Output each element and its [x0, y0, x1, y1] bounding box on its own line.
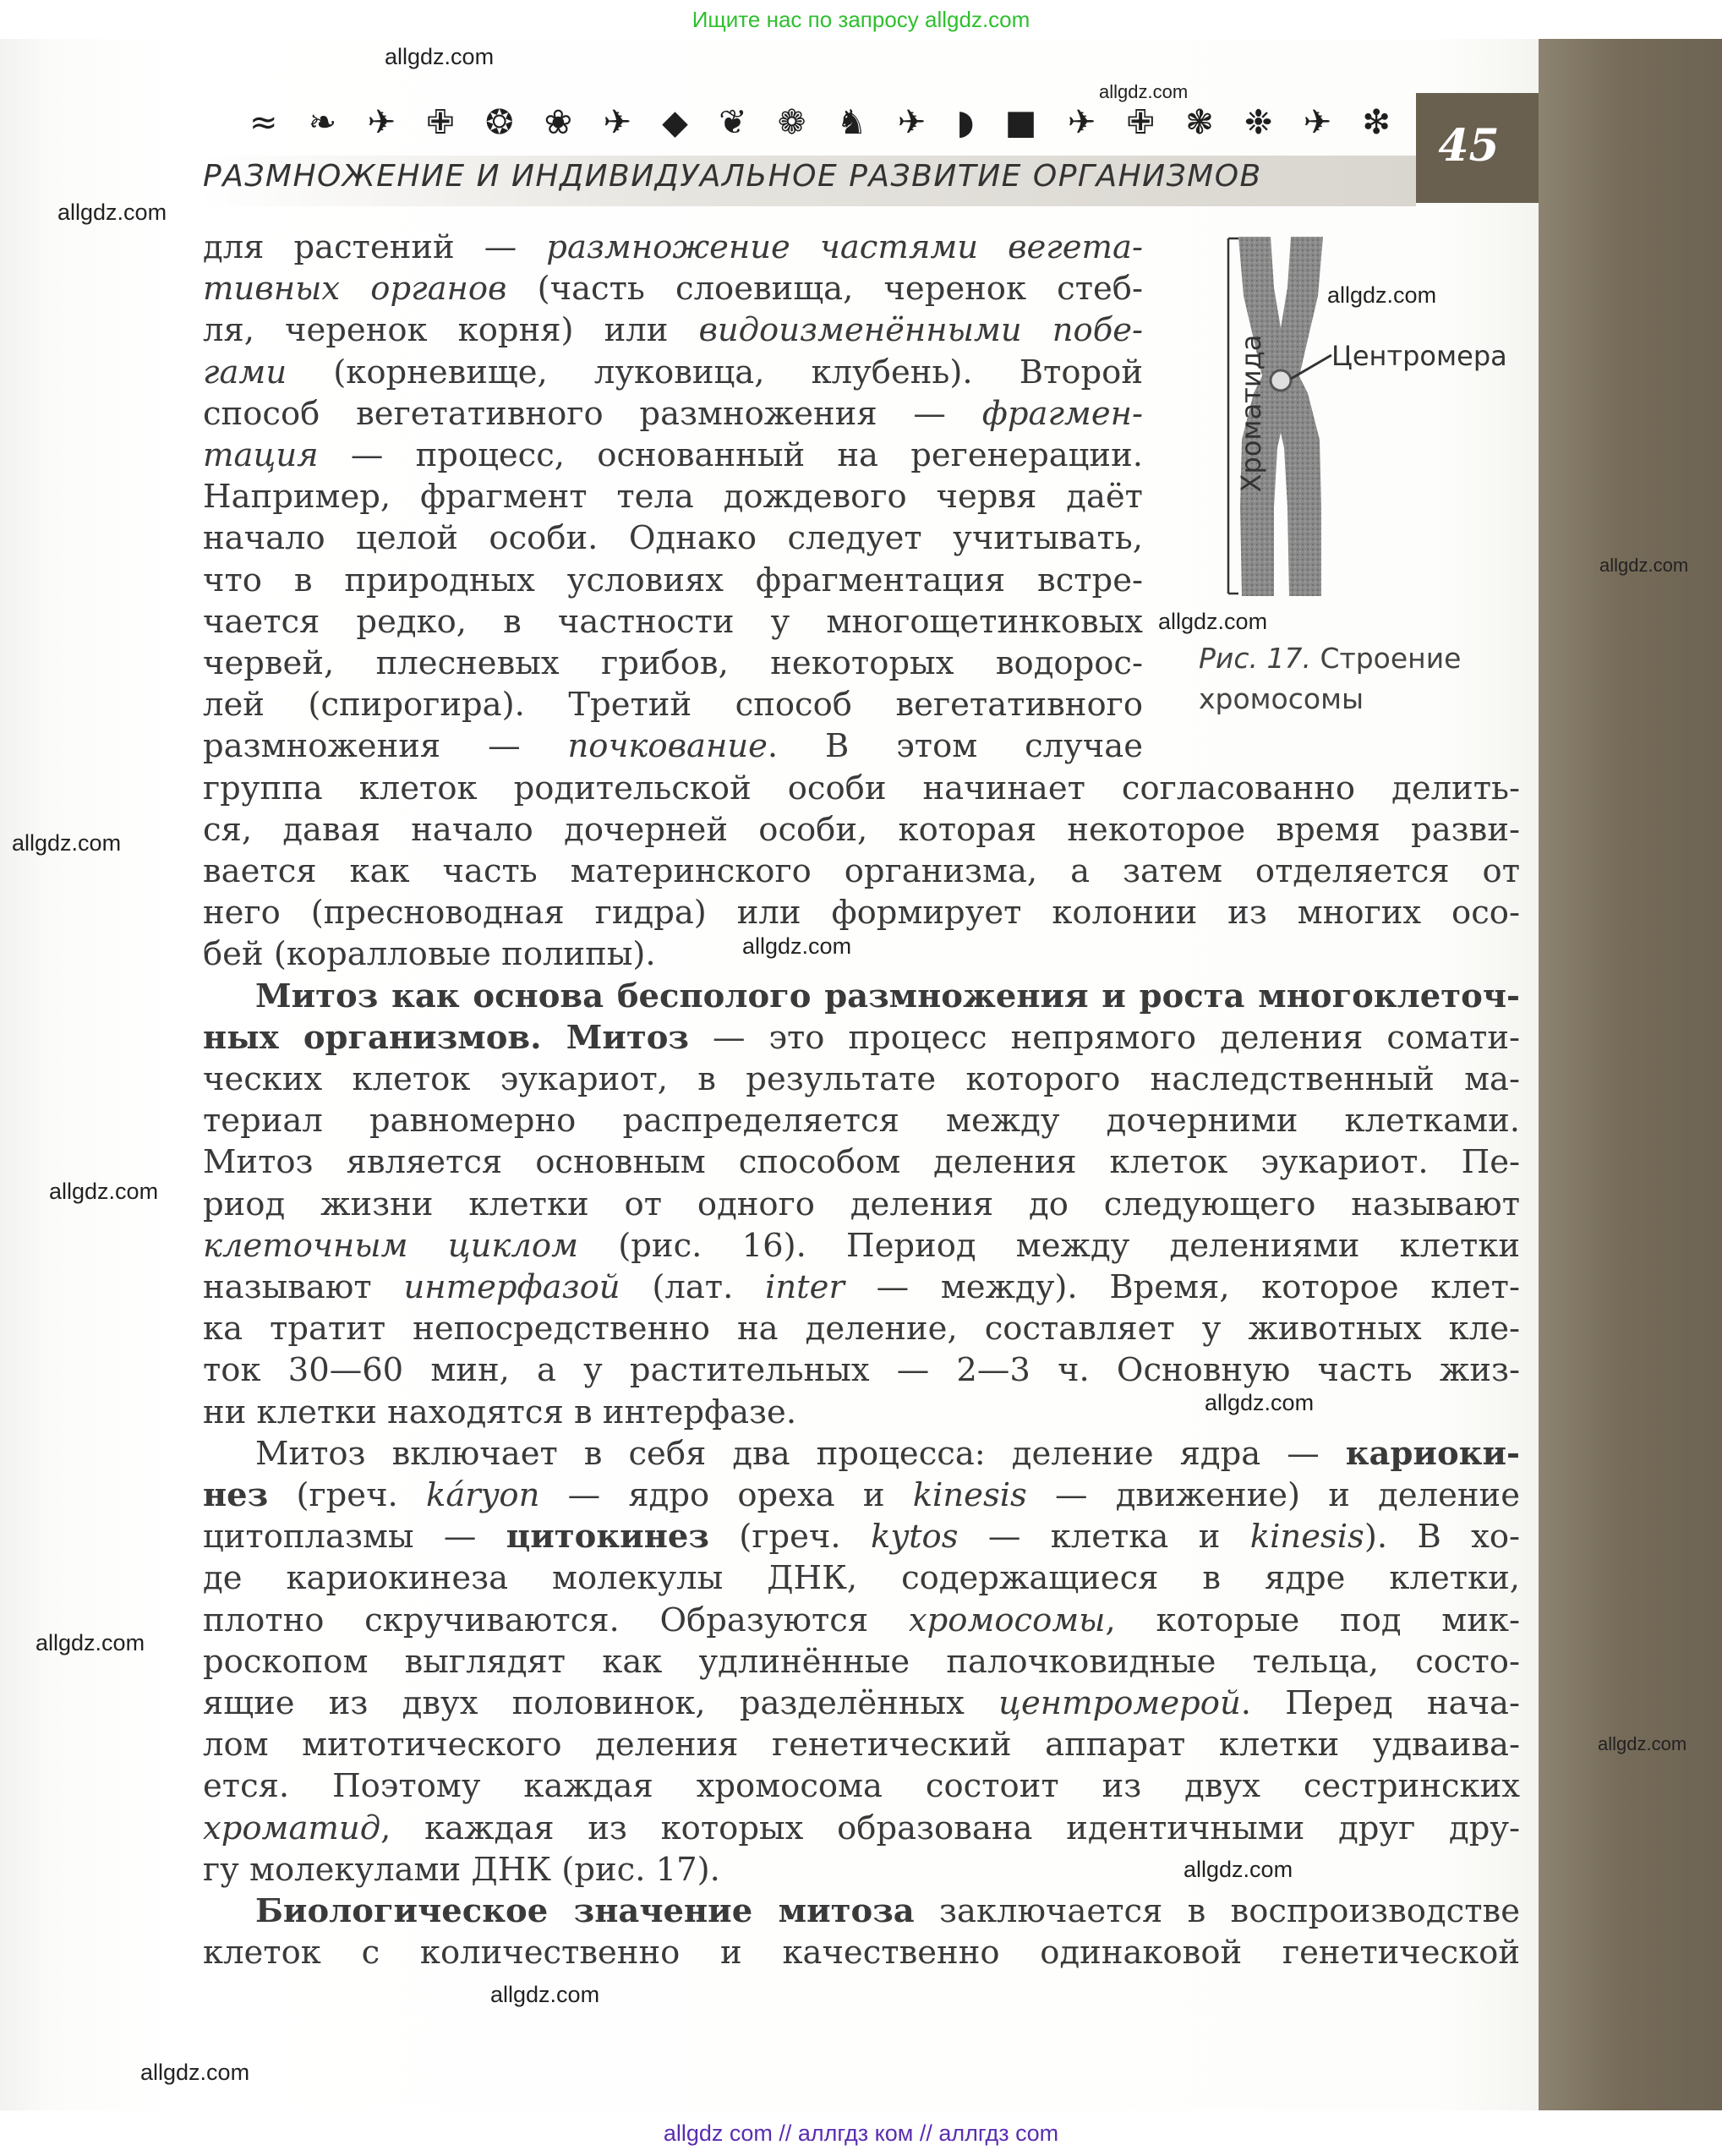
- text-line: [203, 1143, 1520, 1181]
- text-span: лей (спирогира). Третий способ вегетативного: [203, 686, 1143, 725]
- caption-text-1: Строение: [1320, 642, 1462, 675]
- italic-text: kytos: [871, 1518, 959, 1557]
- caption-number: Рис. 17.: [1199, 642, 1311, 675]
- watermark: allgdz.com: [1599, 555, 1689, 576]
- watermark: allgdz.com: [57, 200, 167, 225]
- italic-text: видоизменёнными побе-: [698, 311, 1144, 350]
- text-line: [203, 1643, 1520, 1681]
- text-span: плотно скручиваются. Образуются: [203, 1601, 909, 1639]
- text-line: [203, 1767, 1520, 1805]
- dragonfly-icon: ✙: [1126, 103, 1155, 142]
- text-line: [203, 1726, 1520, 1764]
- text-span: Митоз включает в себя два процесса: деление ядра —: [255, 1434, 1346, 1473]
- text-span: группа клеток родительской особи начинает согласованно делить-: [203, 769, 1520, 807]
- italic-text: хромосомы: [908, 1601, 1106, 1639]
- centromere-label: Центромера: [1331, 340, 1507, 372]
- bison-icon: ◆: [662, 103, 688, 142]
- text-span: клеток с количественно и качественно одинаковой генетической: [203, 1934, 1520, 1973]
- horse-icon: ♞: [836, 103, 867, 142]
- text-line: [203, 519, 1143, 557]
- italic-text: inter: [765, 1268, 845, 1306]
- watermark: allgdz.com: [140, 2060, 250, 2085]
- text-span: (часть слоевища, черенок стеб-: [506, 270, 1143, 309]
- italic-text: фрагмен-: [981, 394, 1143, 433]
- italic-text: интерфазой: [403, 1268, 620, 1306]
- bird-icon: ✈: [1303, 103, 1332, 142]
- bold-text: Биологическое значение митоза: [255, 1892, 915, 1930]
- italic-text: kinesis: [1249, 1518, 1364, 1557]
- kangaroo-icon: ❀: [544, 103, 573, 142]
- text-span: ток 30—60 мин, а у растительных — 2—3 ч. Основную часть жиз-: [203, 1351, 1520, 1390]
- text-line: [203, 1892, 1520, 1930]
- text-span: . Перед нача-: [1240, 1684, 1520, 1722]
- text-line: [203, 1268, 1520, 1306]
- text-line: [203, 1185, 1520, 1223]
- text-line: [203, 852, 1520, 890]
- text-span: (греч.: [268, 1476, 426, 1514]
- bird-icon: ✈: [603, 103, 631, 142]
- text-line: [203, 1060, 1520, 1098]
- cat-icon: ❇: [1362, 103, 1391, 142]
- page-edge-sidebar: [1539, 39, 1722, 2110]
- text-line: [203, 935, 1520, 973]
- text-line: [203, 436, 1143, 474]
- text-line: [203, 894, 1520, 932]
- text-line: [203, 270, 1143, 308]
- text-line: [203, 1227, 1520, 1265]
- watermark: allgdz.com: [49, 1179, 159, 1204]
- text-line: [203, 644, 1143, 682]
- lizard-icon: ❧: [308, 103, 337, 142]
- bear-icon: ■: [1004, 103, 1037, 142]
- text-span: размножения —: [203, 727, 568, 766]
- text-span: гу молекулами ДНК (рис. 17).: [203, 1850, 720, 1889]
- watermark: allgdz.com: [1158, 609, 1268, 634]
- text-line: [203, 1518, 1520, 1556]
- text-line: [203, 727, 1143, 765]
- whale-icon: ◗: [956, 103, 975, 142]
- bold-text: ных организмов. Митоз: [203, 1018, 689, 1057]
- italic-text: káryon: [425, 1476, 540, 1514]
- text-span: ся, давая начало дочерней особи, которая некоторое время разви-: [203, 810, 1520, 849]
- text-line: [203, 769, 1520, 807]
- text-line: [203, 1934, 1520, 1972]
- text-span: лом митотического деления генетический аппарат клетки удваива-: [203, 1726, 1520, 1765]
- italic-text: kinesis: [912, 1476, 1027, 1514]
- text-line: [203, 1851, 1520, 1889]
- text-span: — движение) и деление: [1026, 1476, 1520, 1514]
- text-span: — ядро ореха и: [539, 1476, 913, 1514]
- butterfly-icon: ❦: [719, 103, 747, 142]
- italic-text: центромерой: [998, 1684, 1241, 1722]
- crocodile-icon: ❂: [484, 103, 514, 142]
- text-span: способ вегетативного размножения —: [203, 394, 982, 433]
- text-span: — процесс, основанный на регенерации.: [318, 436, 1143, 474]
- scorpion-icon: ❁: [777, 103, 806, 142]
- text-span: — между). Время, которое клет-: [844, 1268, 1520, 1306]
- text-line: [203, 1809, 1520, 1847]
- text-span: него (пресноводная гидра) или формирует колонии из многих осо-: [203, 894, 1520, 933]
- text-span: ни клетки находятся в интерфазе.: [203, 1393, 797, 1431]
- text-span: что в природных условиях фрагментация встре-: [203, 561, 1143, 599]
- text-line: [203, 977, 1520, 1015]
- italic-text: тация: [203, 436, 319, 474]
- italic-text: почкование: [567, 727, 768, 766]
- text-span: заключается в воспроизводстве: [914, 1892, 1520, 1930]
- text-line: [203, 1435, 1520, 1473]
- text-span: ля, черенок корня) или: [203, 311, 699, 350]
- dolphin-icon: ≈: [249, 103, 278, 142]
- bold-text: Митоз как основа бесполого размножения и роста многоклеточ-: [255, 977, 1520, 1015]
- text-span: ). В хо-: [1364, 1518, 1521, 1557]
- section-title: РАЗМНОЖЕНИЕ И ИНДИВИДУАЛЬНОЕ РАЗВИТИЕ ОРГАНИЗМОВ: [203, 159, 1262, 194]
- rabbit-icon: ❉: [1244, 103, 1273, 142]
- bird-icon: ✈: [897, 103, 927, 142]
- text-span: — клетка и: [958, 1518, 1250, 1557]
- text-span: (рис. 16). Период между делениями клетки: [578, 1226, 1521, 1265]
- text-line: [203, 1601, 1520, 1639]
- bird-icon: ✈: [367, 103, 396, 142]
- italic-text: клеточным циклом: [203, 1226, 579, 1265]
- bold-text: цитокинез: [506, 1518, 709, 1557]
- text-line: [203, 811, 1520, 849]
- text-span: для растений —: [203, 228, 547, 266]
- watermark: allgdz.com: [1598, 1733, 1687, 1754]
- text-span: цитоплазмы —: [203, 1518, 506, 1557]
- watermark: allgdz.com: [490, 1982, 600, 2007]
- text-span: . В этом случае: [767, 727, 1143, 766]
- centromere-dot: [1271, 370, 1291, 391]
- text-line: [203, 395, 1143, 433]
- text-span: ящие из двух половинок, разделённых: [203, 1684, 999, 1722]
- text-line: [203, 1102, 1520, 1140]
- text-line: [203, 1393, 1520, 1431]
- text-span: начало целой особи. Однако следует учитывать,: [203, 519, 1143, 558]
- text-span: де кариокинеза молекулы ДНК, содержащиеся в ядре клетки,: [203, 1559, 1520, 1598]
- text-line: [203, 1684, 1520, 1722]
- text-span: вается как часть материнского организма, а затем отделяется от: [203, 852, 1520, 890]
- text-line: [203, 1019, 1520, 1057]
- text-span: ческих клеток эукариот, в результате которого наследственный ма-: [203, 1060, 1520, 1098]
- text-span: роскопом выглядят как удлинённые палочковидные тельца, состо-: [203, 1642, 1520, 1681]
- page-number: 45: [1438, 120, 1500, 172]
- text-span: Митоз является основным способом деления клеток эукариот. Пе-: [203, 1143, 1520, 1182]
- watermark: allgdz.com: [385, 44, 495, 69]
- watermark: allgdz.com: [1327, 282, 1437, 308]
- text-span: риод жизни клетки от одного деления до следующего называют: [203, 1185, 1520, 1223]
- italic-text: размножение частями вегета-: [546, 228, 1143, 266]
- bold-text: нез: [203, 1476, 269, 1514]
- figure-caption: [1199, 638, 1461, 720]
- chromatid-label: Хроматида: [1235, 334, 1267, 493]
- text-span: (греч.: [708, 1518, 871, 1557]
- watermark: allgdz.com: [1099, 81, 1189, 102]
- text-span: (корневище, луковица, клубень). Второй: [287, 353, 1143, 391]
- top-watermark-banner[interactable]: Ищите нас по запросу allgdz.com: [692, 7, 1030, 32]
- text-line: [203, 1310, 1520, 1348]
- text-line: [203, 1559, 1520, 1597]
- text-span: , каждая из которых образована идентичными друг дру-: [380, 1809, 1520, 1847]
- text-span: , которые под мик-: [1105, 1601, 1520, 1639]
- caption-text-2: хромосомы: [1199, 682, 1364, 715]
- watermark: allgdz.com: [1184, 1857, 1293, 1882]
- watermark: allgdz.com: [36, 1630, 145, 1655]
- text-span: бей (коралловые полипы).: [203, 935, 656, 974]
- bold-text: кариоки-: [1345, 1434, 1520, 1473]
- text-line: [203, 311, 1143, 349]
- text-span: чается редко, в частности у многощетинковых: [203, 602, 1143, 641]
- text-span: (лат.: [620, 1268, 766, 1306]
- text-span: Например, фрагмент тела дождевого червя даёт: [203, 478, 1143, 517]
- watermark: allgdz.com: [12, 830, 122, 856]
- text-line: [203, 1476, 1520, 1514]
- text-line: [203, 478, 1143, 516]
- italic-text: гами: [203, 353, 287, 391]
- text-line: [203, 1351, 1520, 1389]
- bottom-watermark-banner[interactable]: allgdz com // аллгдз ком // аллгдз com: [0, 2110, 1722, 2153]
- text-line: [203, 603, 1143, 641]
- text-line: [203, 561, 1143, 599]
- italic-text: тивных органов: [203, 270, 507, 309]
- text-span: ется. Поэтому каждая хромосома состоит из двух сестринских: [203, 1767, 1520, 1806]
- text-span: териал равномерно распределяется между дочерними клетками.: [203, 1102, 1520, 1141]
- text-span: ка тратит непосредственно на деление, составляет у животных кле-: [203, 1310, 1520, 1349]
- watermark: allgdz.com: [1205, 1390, 1315, 1415]
- text-span: червей, плесневых грибов, некоторых водорос-: [203, 644, 1143, 682]
- text-span: называют: [203, 1268, 404, 1306]
- italic-text: хроматид: [203, 1809, 381, 1847]
- decorative-animal-strip: [249, 100, 1391, 145]
- text-span: — это процесс непрямого деления сомати-: [689, 1018, 1520, 1057]
- text-line: [203, 353, 1143, 391]
- text-line: [203, 228, 1143, 266]
- watermark: allgdz.com: [742, 933, 852, 959]
- bird-icon: ✈: [1067, 103, 1096, 142]
- text-line: [203, 686, 1143, 724]
- deer-icon: ❃: [1185, 103, 1214, 142]
- dragonfly-icon: ✙: [426, 103, 455, 142]
